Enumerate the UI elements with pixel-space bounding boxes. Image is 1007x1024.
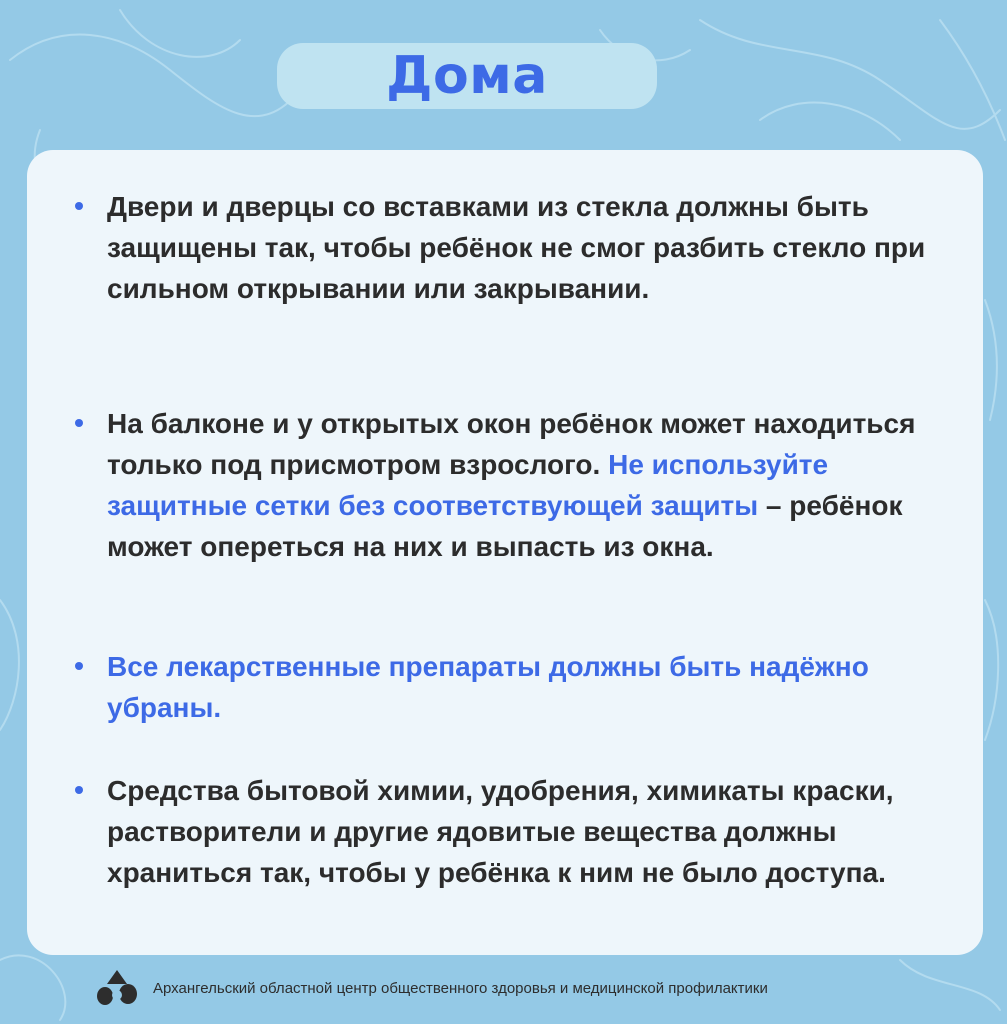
highlighted-text: Не используйте защитные сетки без соответствующей защиты	[107, 449, 829, 521]
list-item-text	[107, 403, 937, 567]
highlighted-text: Все лекарственные препараты должны быть надёжно убраны.	[107, 651, 869, 723]
organization-name: Архангельский областной центр общественного здоровья и медицинской профилактики	[153, 979, 768, 997]
text-segment: Двери и дверцы со вставками из стекла должны быть защищены так, чтобы ребёнок не смог разбить стекло при сильном открывании или закрывании.	[107, 191, 926, 304]
list-item-text	[107, 646, 937, 728]
text-segment: – ребёнок может опереться на них и выпасть из окна.	[107, 490, 903, 562]
content-card	[27, 150, 983, 955]
footer	[95, 966, 768, 1010]
list-item-text	[107, 186, 937, 309]
text-segment: На балконе и у открытых окон ребёнок может находиться только под присмотром взрослого.	[107, 408, 916, 480]
page-title: Дома	[386, 46, 548, 106]
list-item-text	[107, 770, 937, 893]
bullet-icon	[75, 662, 83, 670]
organization-logo-icon	[95, 968, 139, 1008]
bullet-icon	[75, 786, 83, 794]
bullet-icon	[75, 202, 83, 210]
bullet-icon	[75, 419, 83, 427]
title-pill	[277, 43, 657, 109]
text-segment: Средства бытовой химии, удобрения, химикаты краски, растворители и другие ядовитые вещества должны храниться так, чтобы у ребёнка к ним не было доступа.	[107, 775, 894, 888]
